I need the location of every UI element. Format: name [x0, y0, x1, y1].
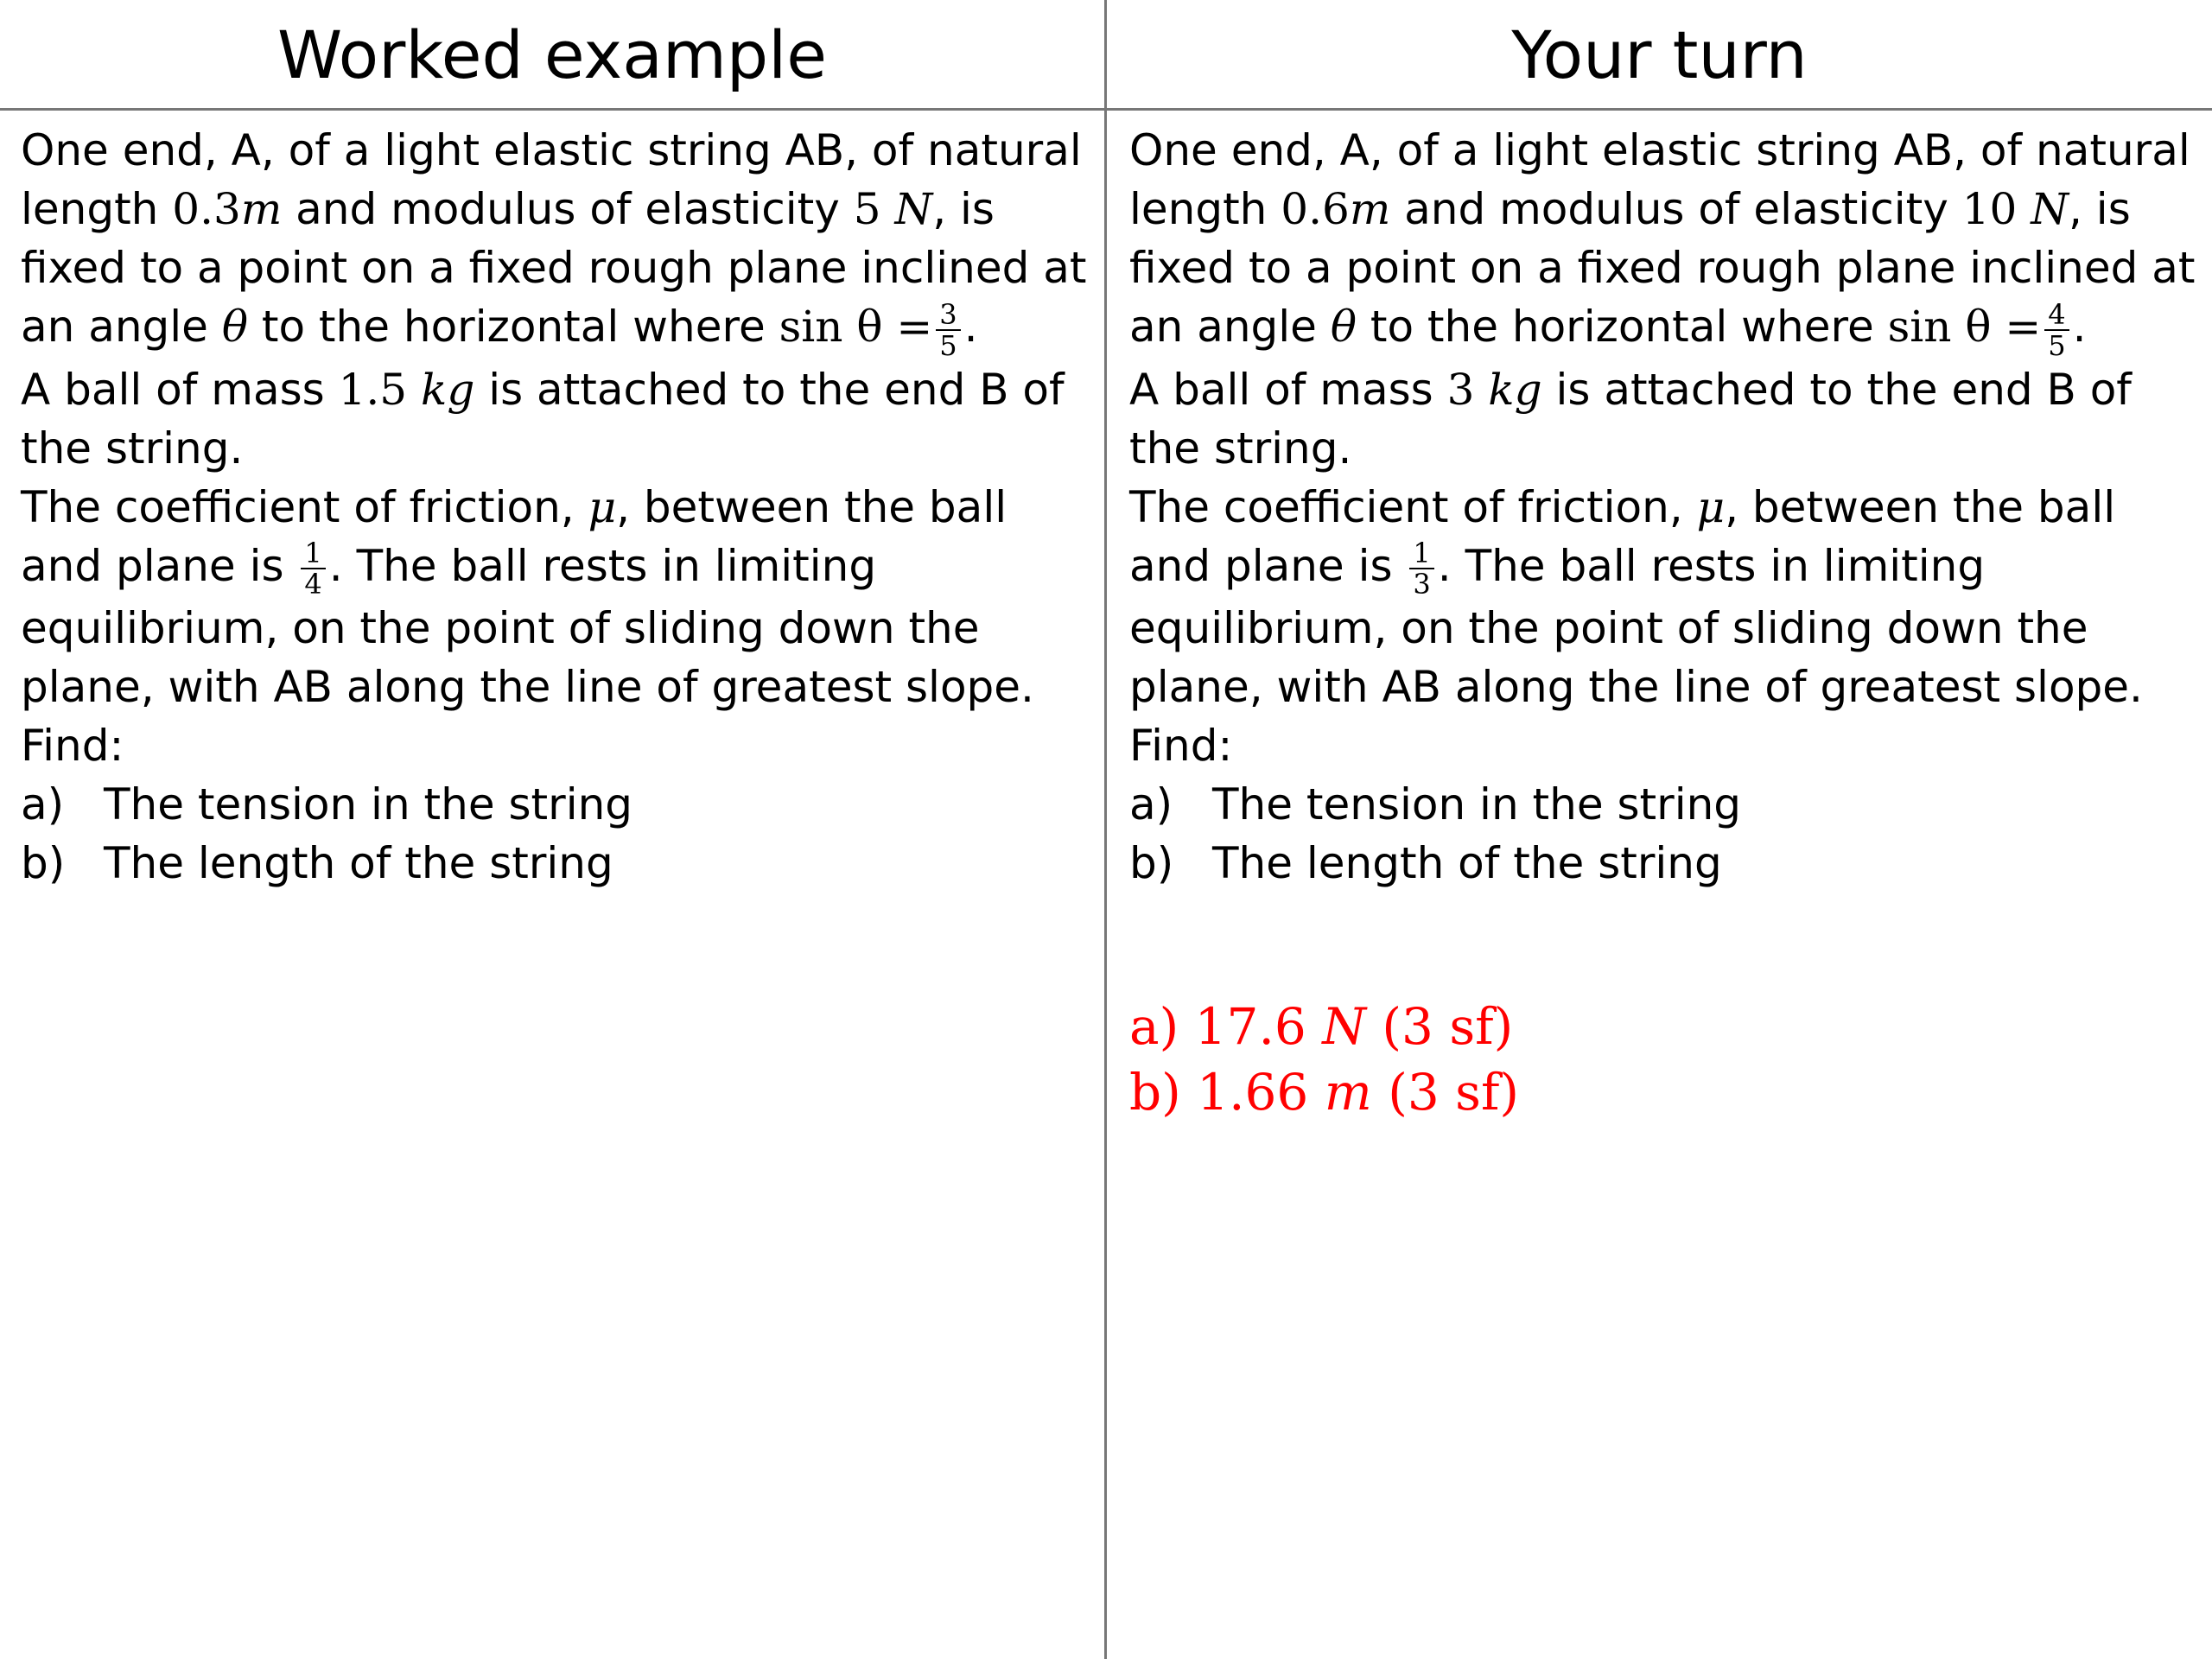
problem-intro: One end, A, of a light elastic string AB, of natural length 0.6m and modulus of elasticity 10 N, is fixed to a point on a fixed rough plane inclined at an angle θ to the horizontal where sin θ = $\frac{4}{5}$ .: [1129, 125, 2196, 362]
find-label: Find:: [21, 721, 124, 771]
problem-mass: A ball of mass 3 kg is attached to the end B of the string.: [1129, 364, 2132, 474]
find-list: [1129, 775, 2201, 893]
list-item: a) The tension in the string: [1129, 779, 1742, 830]
your-turn-panel: [1129, 121, 2201, 893]
list-item: b) The length of the string: [21, 838, 613, 888]
your-turn-title: Your turn: [1511, 16, 1808, 93]
sin-fraction: $\frac{3}{5}$: [936, 300, 960, 360]
mu-fraction: $\frac{1}{4}$: [301, 538, 325, 599]
problem-friction: The coefficient of friction, μ, between the ball and plane is $\frac{1}{4}$ . The ball rests in limiting equilibrium, on the point of sliding down the plane, with AB along the line of greatest slope.: [21, 481, 1034, 712]
problem-intro: One end, A, of a light elastic string AB, of natural length 0.3m and modulus of elasticity 5 N, is fixed to a point on a fixed rough plane inclined at an angle θ to the horizontal where sin θ = $\frac{3}{5}$ .: [21, 125, 1087, 362]
answers: [1129, 994, 2166, 1125]
problem-friction: The coefficient of friction, μ, between the ball and plane is $\frac{1}{3}$ . The ball rests in limiting equilibrium, on the point of sliding down the plane, with AB along the line of greatest slope.: [1129, 481, 2143, 712]
list-item: a) The tension in the string: [21, 779, 633, 830]
worked-example-panel: [21, 121, 1092, 893]
answer-b: b) 1.66 m (3 sf): [1129, 1063, 1520, 1122]
mu-fraction: $\frac{1}{3}$: [1409, 538, 1433, 599]
find-list: [21, 775, 1092, 893]
answer-a: a) 17.6 N (3 sf): [1129, 997, 1514, 1056]
column-divider: [1104, 0, 1107, 1659]
sin-fraction: $\frac{4}{5}$: [2044, 300, 2069, 360]
find-label: Find:: [1129, 721, 1233, 771]
problem-mass: A ball of mass 1.5 kg is attached to the end B of the string.: [21, 364, 1065, 474]
list-item: b) The length of the string: [1129, 838, 1722, 888]
worked-example-title: Worked example: [276, 16, 828, 93]
